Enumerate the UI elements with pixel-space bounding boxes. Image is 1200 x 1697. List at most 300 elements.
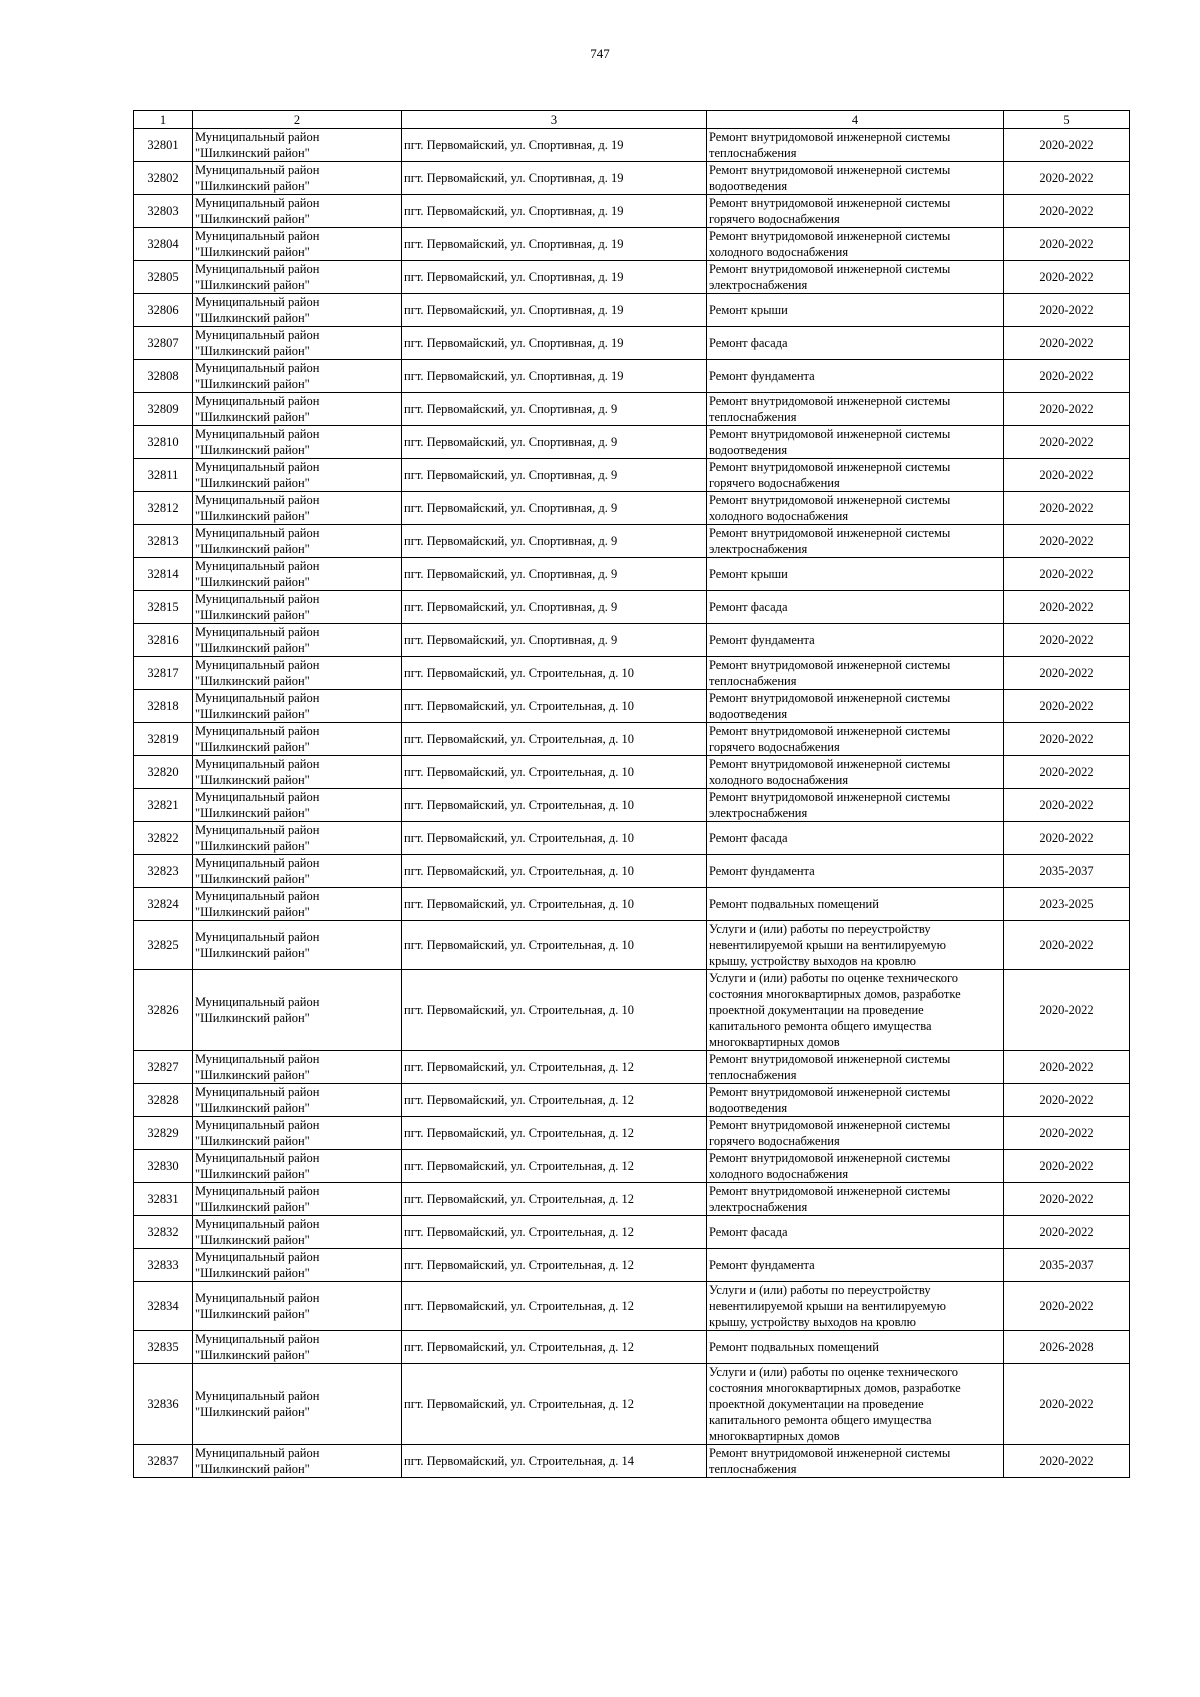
period-cell <box>1004 921 1130 970</box>
row-number-cell-text: 32817 <box>147 666 179 680</box>
row-number-cell-text: 32837 <box>147 1454 179 1468</box>
row-number-cell <box>134 327 193 360</box>
period-cell-text: 2020-2022 <box>1039 435 1094 449</box>
address-cell <box>402 195 707 228</box>
address-cell-text: пгт. Первомайский, ул. Строительная, д. 14 <box>404 1454 635 1468</box>
address-cell <box>402 129 707 162</box>
address-cell-text: пгт. Первомайский, ул. Строительная, д. 10 <box>404 897 635 911</box>
period-cell-text: 2020-2022 <box>1039 501 1094 515</box>
period-cell-text: 2020-2022 <box>1039 1159 1094 1173</box>
municipality-cell-text: Муниципальный район "Шилкинский район" <box>195 328 320 358</box>
municipality-cell-text: Муниципальный район "Шилкинский район" <box>195 559 320 589</box>
row-number-cell <box>134 723 193 756</box>
address-cell-text: пгт. Первомайский, ул. Строительная, д. 10 <box>404 666 635 680</box>
row-number-cell-text: 32826 <box>147 1003 179 1017</box>
work-type-cell-text: Ремонт внутридомовой инженерной системы горячего водоснабжения <box>709 196 951 226</box>
period-cell-text: 2020-2022 <box>1039 798 1094 812</box>
municipality-cell <box>193 657 402 690</box>
address-cell <box>402 657 707 690</box>
work-type-cell <box>707 426 1004 459</box>
column-header: 5 <box>1004 111 1130 129</box>
work-type-cell <box>707 756 1004 789</box>
work-type-cell <box>707 393 1004 426</box>
table-row <box>134 294 1130 327</box>
municipality-cell-text: Муниципальный район "Шилкинский район" <box>195 130 320 160</box>
municipality-cell-text: Муниципальный район "Шилкинский район" <box>195 361 320 391</box>
work-type-cell-text: Ремонт внутридомовой инженерной системы теплоснабжения <box>709 1052 951 1082</box>
work-type-cell <box>707 1282 1004 1331</box>
address-cell <box>402 1051 707 1084</box>
municipality-cell <box>193 525 402 558</box>
address-cell-text: пгт. Первомайский, ул. Спортивная, д. 19 <box>404 336 624 350</box>
period-cell <box>1004 1150 1130 1183</box>
column-header: 2 <box>193 111 402 129</box>
period-cell <box>1004 1117 1130 1150</box>
period-cell-text: 2020-2022 <box>1039 1192 1094 1206</box>
address-cell <box>402 1084 707 1117</box>
municipality-cell-text: Муниципальный район "Шилкинский район" <box>195 1217 320 1247</box>
work-type-cell-text: Услуги и (или) работы по оценке технического состояния многоквартирных домов, разработке проектной документации на проведение капитального ремонта общего имущества многоквартирных домов <box>709 1365 961 1443</box>
work-type-cell <box>707 624 1004 657</box>
table-row <box>134 1084 1130 1117</box>
municipality-cell-text: Муниципальный район "Шилкинский район" <box>195 427 320 457</box>
period-cell <box>1004 690 1130 723</box>
table-row <box>134 327 1130 360</box>
row-number-cell-text: 32818 <box>147 699 179 713</box>
period-cell-text: 2020-2022 <box>1039 567 1094 581</box>
municipality-cell-text: Муниципальный район "Шилкинский район" <box>195 1118 320 1148</box>
work-type-cell <box>707 789 1004 822</box>
work-type-cell <box>707 492 1004 525</box>
address-cell <box>402 723 707 756</box>
period-cell <box>1004 822 1130 855</box>
table-row <box>134 1364 1130 1445</box>
row-number-cell <box>134 1445 193 1478</box>
period-cell-text: 2020-2022 <box>1039 402 1094 416</box>
municipality-cell-text: Муниципальный район "Шилкинский район" <box>195 658 320 688</box>
municipality-cell-text: Муниципальный район "Шилкинский район" <box>195 995 320 1025</box>
municipality-cell <box>193 1051 402 1084</box>
row-number-cell-text: 32825 <box>147 938 179 952</box>
period-cell-text: 2023-2025 <box>1039 897 1094 911</box>
work-type-cell-text: Ремонт внутридомовой инженерной системы водоотведения <box>709 163 951 193</box>
row-number-cell-text: 32816 <box>147 633 179 647</box>
table-row <box>134 195 1130 228</box>
municipality-cell-text: Муниципальный район "Шилкинский район" <box>195 1184 320 1214</box>
row-number-cell-text: 32801 <box>147 138 179 152</box>
address-cell <box>402 1364 707 1445</box>
period-cell-text: 2020-2022 <box>1039 831 1094 845</box>
municipality-cell-text: Муниципальный район "Шилкинский район" <box>195 757 320 787</box>
municipality-cell-text: Муниципальный район "Шилкинский район" <box>195 1291 320 1321</box>
table-row <box>134 492 1130 525</box>
row-number-cell <box>134 855 193 888</box>
column-header: 4 <box>707 111 1004 129</box>
work-type-cell <box>707 294 1004 327</box>
work-type-cell <box>707 921 1004 970</box>
period-cell <box>1004 261 1130 294</box>
municipality-cell-text: Муниципальный район "Шилкинский район" <box>195 163 320 193</box>
row-number-cell-text: 32819 <box>147 732 179 746</box>
row-number-cell-text: 32822 <box>147 831 179 845</box>
row-number-cell <box>134 1216 193 1249</box>
period-cell <box>1004 1445 1130 1478</box>
table-row <box>134 822 1130 855</box>
address-cell-text: пгт. Первомайский, ул. Строительная, д. 12 <box>404 1126 635 1140</box>
period-cell-text: 2020-2022 <box>1039 204 1094 218</box>
table-row <box>134 970 1130 1051</box>
address-cell-text: пгт. Первомайский, ул. Строительная, д. 12 <box>404 1299 635 1313</box>
period-cell-text: 2020-2022 <box>1039 1126 1094 1140</box>
row-number-cell-text: 32807 <box>147 336 179 350</box>
municipality-cell <box>193 1084 402 1117</box>
municipality-cell-text: Муниципальный район "Шилкинский район" <box>195 1052 320 1082</box>
row-number-cell-text: 32811 <box>147 468 179 482</box>
table-row <box>134 261 1130 294</box>
municipality-cell <box>193 1364 402 1445</box>
table-row <box>134 624 1130 657</box>
work-type-cell-text: Ремонт крыши <box>709 567 788 581</box>
row-number-cell-text: 32830 <box>147 1159 179 1173</box>
work-type-cell <box>707 327 1004 360</box>
municipality-cell-text: Муниципальный район "Шилкинский район" <box>195 1250 320 1280</box>
work-type-cell <box>707 657 1004 690</box>
municipality-cell <box>193 1150 402 1183</box>
row-number-cell <box>134 1117 193 1150</box>
address-cell-text: пгт. Первомайский, ул. Строительная, д. 12 <box>404 1225 635 1239</box>
work-type-cell-text: Ремонт фундамента <box>709 1258 815 1272</box>
table-row <box>134 1445 1130 1478</box>
period-cell <box>1004 756 1130 789</box>
period-cell-text: 2020-2022 <box>1039 336 1094 350</box>
row-number-cell <box>134 1183 193 1216</box>
address-cell <box>402 228 707 261</box>
work-type-cell-text: Ремонт внутридомовой инженерной системы холодного водоснабжения <box>709 1151 951 1181</box>
address-cell <box>402 1150 707 1183</box>
address-cell <box>402 261 707 294</box>
work-type-cell-text: Ремонт фундамента <box>709 633 815 647</box>
row-number-cell <box>134 690 193 723</box>
row-number-cell <box>134 888 193 921</box>
work-type-cell-text: Ремонт внутридомовой инженерной системы теплоснабжения <box>709 394 951 424</box>
municipality-cell-text: Муниципальный район "Шилкинский район" <box>195 526 320 556</box>
work-type-cell-text: Ремонт фасада <box>709 1225 788 1239</box>
row-number-cell-text: 32832 <box>147 1225 179 1239</box>
address-cell <box>402 1183 707 1216</box>
municipality-cell-text: Муниципальный район "Шилкинский район" <box>195 1389 320 1419</box>
municipality-cell-text: Муниципальный район "Шилкинский район" <box>195 229 320 259</box>
row-number-cell <box>134 822 193 855</box>
municipality-cell-text: Муниципальный район "Шилкинский район" <box>195 196 320 226</box>
municipality-cell-text: Муниципальный район "Шилкинский район" <box>195 262 320 292</box>
municipality-cell-text: Муниципальный район "Шилкинский район" <box>195 1446 320 1476</box>
address-cell-text: пгт. Первомайский, ул. Строительная, д. 12 <box>404 1397 635 1411</box>
address-cell <box>402 888 707 921</box>
work-type-cell-text: Ремонт внутридомовой инженерной системы водоотведения <box>709 1085 951 1115</box>
table-row <box>134 162 1130 195</box>
work-type-cell <box>707 591 1004 624</box>
capital-repair-table <box>133 110 1130 1478</box>
municipality-cell-text: Муниципальный район "Шилкинский район" <box>195 1151 320 1181</box>
work-type-cell <box>707 1364 1004 1445</box>
address-cell-text: пгт. Первомайский, ул. Строительная, д. 10 <box>404 864 635 878</box>
address-cell-text: пгт. Первомайский, ул. Строительная, д. 12 <box>404 1093 635 1107</box>
address-cell-text: пгт. Первомайский, ул. Строительная, д. 10 <box>404 699 635 713</box>
address-cell-text: пгт. Первомайский, ул. Спортивная, д. 19 <box>404 303 624 317</box>
row-number-cell <box>134 294 193 327</box>
table-row <box>134 1183 1130 1216</box>
address-cell <box>402 459 707 492</box>
period-cell-text: 2020-2022 <box>1039 369 1094 383</box>
work-type-cell <box>707 459 1004 492</box>
address-cell <box>402 360 707 393</box>
municipality-cell-text: Муниципальный район "Шилкинский район" <box>195 889 320 919</box>
period-cell-text: 2020-2022 <box>1039 765 1094 779</box>
work-type-cell <box>707 162 1004 195</box>
address-cell-text: пгт. Первомайский, ул. Спортивная, д. 9 <box>404 534 618 548</box>
address-cell-text: пгт. Первомайский, ул. Спортивная, д. 19 <box>404 270 624 284</box>
row-number-cell-text: 32815 <box>147 600 179 614</box>
address-cell <box>402 393 707 426</box>
period-cell-text: 2020-2022 <box>1039 303 1094 317</box>
municipality-cell-text: Муниципальный район "Шилкинский район" <box>195 724 320 754</box>
table-row <box>134 393 1130 426</box>
work-type-cell-text: Ремонт внутридомовой инженерной системы холодного водоснабжения <box>709 493 951 523</box>
period-cell <box>1004 393 1130 426</box>
period-cell <box>1004 492 1130 525</box>
work-type-cell-text: Ремонт внутридомовой инженерной системы электроснабжения <box>709 526 951 556</box>
table-row <box>134 591 1130 624</box>
municipality-cell <box>193 360 402 393</box>
address-cell-text: пгт. Первомайский, ул. Спортивная, д. 9 <box>404 501 618 515</box>
row-number-cell <box>134 195 193 228</box>
period-cell-text: 2020-2022 <box>1039 237 1094 251</box>
municipality-cell <box>193 294 402 327</box>
address-cell-text: пгт. Первомайский, ул. Строительная, д. 10 <box>404 798 635 812</box>
address-cell <box>402 970 707 1051</box>
work-type-cell <box>707 360 1004 393</box>
municipality-cell-text: Муниципальный район "Шилкинский район" <box>195 394 320 424</box>
row-number-cell-text: 32835 <box>147 1340 179 1354</box>
address-cell-text: пгт. Первомайский, ул. Спортивная, д. 9 <box>404 468 618 482</box>
municipality-cell <box>193 756 402 789</box>
row-number-cell <box>134 1364 193 1445</box>
table-row <box>134 756 1130 789</box>
address-cell-text: пгт. Первомайский, ул. Строительная, д. 12 <box>404 1159 635 1173</box>
work-type-cell <box>707 228 1004 261</box>
municipality-cell <box>193 970 402 1051</box>
address-cell-text: пгт. Первомайский, ул. Спортивная, д. 9 <box>404 567 618 581</box>
municipality-cell <box>193 426 402 459</box>
municipality-cell-text: Муниципальный район "Шилкинский район" <box>195 1332 320 1362</box>
row-number-cell-text: 32834 <box>147 1299 179 1313</box>
row-number-cell-text: 32806 <box>147 303 179 317</box>
municipality-cell-text: Муниципальный район "Шилкинский район" <box>195 625 320 655</box>
address-cell-text: пгт. Первомайский, ул. Спортивная, д. 9 <box>404 600 618 614</box>
address-cell-text: пгт. Первомайский, ул. Спортивная, д. 19 <box>404 204 624 218</box>
municipality-cell <box>193 1249 402 1282</box>
work-type-cell <box>707 1150 1004 1183</box>
address-cell <box>402 1249 707 1282</box>
municipality-cell-text: Муниципальный район "Шилкинский район" <box>195 592 320 622</box>
period-cell <box>1004 228 1130 261</box>
period-cell-text: 2020-2022 <box>1039 666 1094 680</box>
period-cell <box>1004 591 1130 624</box>
address-cell-text: пгт. Первомайский, ул. Строительная, д. 10 <box>404 831 635 845</box>
address-cell-text: пгт. Первомайский, ул. Спортивная, д. 19 <box>404 171 624 185</box>
table-row <box>134 1150 1130 1183</box>
work-type-cell <box>707 1216 1004 1249</box>
period-cell-text: 2020-2022 <box>1039 1060 1094 1074</box>
address-cell-text: пгт. Первомайский, ул. Спортивная, д. 19 <box>404 138 624 152</box>
period-cell-text: 2020-2022 <box>1039 699 1094 713</box>
table-row <box>134 888 1130 921</box>
period-cell <box>1004 888 1130 921</box>
table-row <box>134 921 1130 970</box>
period-cell <box>1004 294 1130 327</box>
address-cell <box>402 1117 707 1150</box>
period-cell-text: 2020-2022 <box>1039 633 1094 647</box>
period-cell-text: 2020-2022 <box>1039 1225 1094 1239</box>
address-cell-text: пгт. Первомайский, ул. Строительная, д. 12 <box>404 1258 635 1272</box>
municipality-cell <box>193 558 402 591</box>
row-number-cell-text: 32831 <box>147 1192 179 1206</box>
work-type-cell <box>707 855 1004 888</box>
municipality-cell-text: Муниципальный район "Шилкинский район" <box>195 856 320 886</box>
row-number-cell <box>134 591 193 624</box>
row-number-cell <box>134 1150 193 1183</box>
address-cell <box>402 327 707 360</box>
municipality-cell <box>193 162 402 195</box>
address-cell <box>402 1331 707 1364</box>
row-number-cell-text: 32823 <box>147 864 179 878</box>
work-type-cell-text: Ремонт внутридомовой инженерной системы теплоснабжения <box>709 1446 951 1476</box>
work-type-cell <box>707 1183 1004 1216</box>
table-body <box>134 129 1130 1478</box>
row-number-cell-text: 32805 <box>147 270 179 284</box>
row-number-cell <box>134 970 193 1051</box>
work-type-cell <box>707 1331 1004 1364</box>
work-type-cell-text: Ремонт подвальных помещений <box>709 1340 879 1354</box>
municipality-cell <box>193 459 402 492</box>
table-row <box>134 1051 1130 1084</box>
address-cell-text: пгт. Первомайский, ул. Спортивная, д. 9 <box>404 435 618 449</box>
work-type-cell-text: Ремонт внутридомовой инженерной системы холодного водоснабжения <box>709 757 951 787</box>
row-number-cell <box>134 492 193 525</box>
work-type-cell <box>707 129 1004 162</box>
period-cell <box>1004 1216 1130 1249</box>
table-row <box>134 525 1130 558</box>
work-type-cell-text: Услуги и (или) работы по оценке технического состояния многоквартирных домов, разработке проектной документации на проведение капитального ремонта общего имущества многоквартирных домов <box>709 971 961 1049</box>
row-number-cell <box>134 789 193 822</box>
work-type-cell-text: Ремонт внутридомовой инженерной системы водоотведения <box>709 691 951 721</box>
period-cell <box>1004 525 1130 558</box>
address-cell <box>402 1216 707 1249</box>
address-cell <box>402 426 707 459</box>
municipality-cell <box>193 822 402 855</box>
work-type-cell-text: Ремонт внутридомовой инженерной системы электроснабжения <box>709 262 951 292</box>
municipality-cell <box>193 1331 402 1364</box>
period-cell <box>1004 1051 1130 1084</box>
work-type-cell <box>707 558 1004 591</box>
period-cell-text: 2020-2022 <box>1039 1299 1094 1313</box>
municipality-cell <box>193 888 402 921</box>
address-cell-text: пгт. Первомайский, ул. Спортивная, д. 19 <box>404 237 624 251</box>
municipality-cell <box>193 327 402 360</box>
period-cell-text: 2035-2037 <box>1039 1258 1094 1272</box>
period-cell <box>1004 360 1130 393</box>
period-cell-text: 2020-2022 <box>1039 171 1094 185</box>
address-cell <box>402 558 707 591</box>
row-number-cell <box>134 393 193 426</box>
period-cell <box>1004 558 1130 591</box>
municipality-cell <box>193 624 402 657</box>
row-number-cell-text: 32804 <box>147 237 179 251</box>
table-row <box>134 360 1130 393</box>
period-cell-text: 2020-2022 <box>1039 1003 1094 1017</box>
address-cell <box>402 162 707 195</box>
period-cell-text: 2020-2022 <box>1039 468 1094 482</box>
period-cell <box>1004 426 1130 459</box>
row-number-cell <box>134 1084 193 1117</box>
address-cell <box>402 822 707 855</box>
table-row <box>134 129 1130 162</box>
row-number-cell <box>134 1249 193 1282</box>
page-number: 747 <box>590 46 610 61</box>
municipality-cell <box>193 1216 402 1249</box>
municipality-cell <box>193 129 402 162</box>
work-type-cell <box>707 822 1004 855</box>
work-type-cell-text: Услуги и (или) работы по переустройству невентилируемой крыши на вентилируемую крышу, устройству выходов на кровлю <box>709 922 946 968</box>
work-type-cell <box>707 723 1004 756</box>
column-header: 1 <box>134 111 193 129</box>
municipality-cell <box>193 261 402 294</box>
address-cell-text: пгт. Первомайский, ул. Строительная, д. 10 <box>404 732 635 746</box>
work-type-cell-text: Ремонт внутридомовой инженерной системы холодного водоснабжения <box>709 229 951 259</box>
address-cell <box>402 756 707 789</box>
work-type-cell <box>707 195 1004 228</box>
work-type-cell-text: Ремонт внутридомовой инженерной системы горячего водоснабжения <box>709 460 951 490</box>
address-cell-text: пгт. Первомайский, ул. Спортивная, д. 19 <box>404 369 624 383</box>
municipality-cell <box>193 1282 402 1331</box>
address-cell-text: пгт. Первомайский, ул. Строительная, д. 12 <box>404 1340 635 1354</box>
table-row <box>134 1117 1130 1150</box>
row-number-cell-text: 32802 <box>147 171 179 185</box>
municipality-cell <box>193 789 402 822</box>
work-type-cell <box>707 970 1004 1051</box>
period-cell <box>1004 1249 1130 1282</box>
address-cell <box>402 294 707 327</box>
work-type-cell <box>707 525 1004 558</box>
work-type-cell <box>707 1445 1004 1478</box>
municipality-cell <box>193 195 402 228</box>
period-cell <box>1004 657 1130 690</box>
municipality-cell <box>193 1445 402 1478</box>
municipality-cell <box>193 228 402 261</box>
work-type-cell-text: Ремонт фасада <box>709 600 788 614</box>
period-cell <box>1004 1282 1130 1331</box>
address-cell <box>402 624 707 657</box>
row-number-cell-text: 32814 <box>147 567 179 581</box>
municipality-cell-text: Муниципальный район "Шилкинский район" <box>195 1085 320 1115</box>
row-number-cell-text: 32809 <box>147 402 179 416</box>
period-cell-text: 2020-2022 <box>1039 1093 1094 1107</box>
row-number-cell-text: 32810 <box>147 435 179 449</box>
address-cell-text: пгт. Первомайский, ул. Строительная, д. 12 <box>404 1192 635 1206</box>
work-type-cell-text: Ремонт фундамента <box>709 369 815 383</box>
row-number-cell <box>134 1051 193 1084</box>
period-cell-text: 2020-2022 <box>1039 534 1094 548</box>
